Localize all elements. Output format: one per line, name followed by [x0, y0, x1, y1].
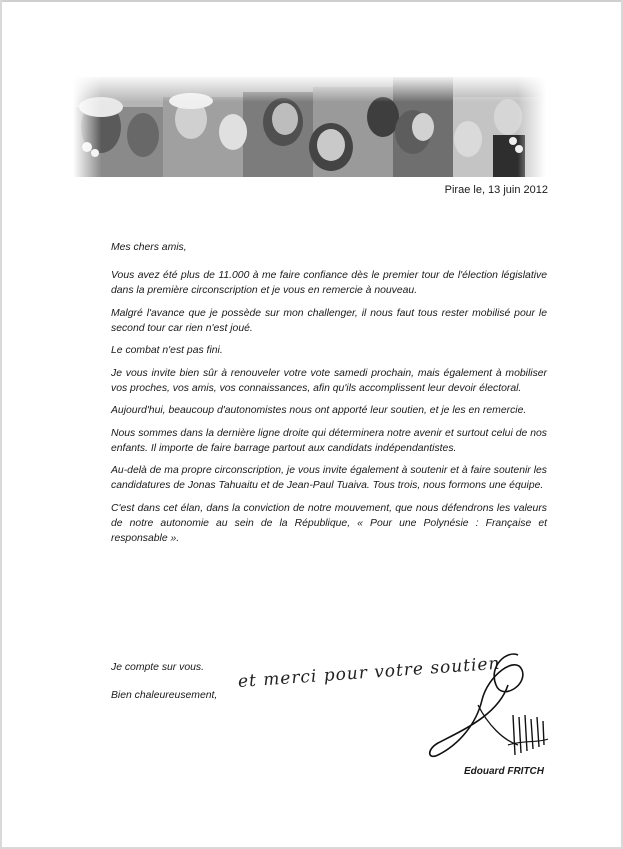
paragraph-4: Je vous invite bien sûr à renouveler votre vote samedi prochain, mais également à mobiliser vos proches, vos amis, vos connaissances, afin qu'ils accomplissent leur devoir électoral. [111, 367, 547, 394]
paragraph-8: C'est dans cet élan, dans la conviction de notre mouvement, que nous défendrons les valeurs de notre autonomie au sein de la République, « Pour une Polynésie : Française et responsable ». [111, 502, 547, 544]
paragraph-1: Vous avez été plus de 11.000 à me faire confiance dès le premier tour de l'élection législative dans la première circonscription et je vous en remercie à nouveau. [111, 270, 547, 296]
handwritten-note: et merci pour votre soutien [237, 653, 502, 692]
signature-scribble [418, 645, 558, 765]
letter-body [111, 240, 547, 553]
page-edge-left [0, 0, 2, 849]
signer-name: Edouard FRITCH [464, 766, 544, 777]
photo-banner [73, 77, 546, 177]
page-edge-top [0, 0, 623, 2]
paragraph-5: Aujourd'hui, beaucoup d'autonomistes nous ont apporté leur soutien, et je les en remercie. [111, 405, 527, 416]
paragraph-3: Le combat n'est pas fini. [111, 345, 223, 356]
paragraph-7: Au-delà de ma propre circonscription, je vous invite également à soutenir et à faire soutenir les candidatures de Jonas Tahuaitu et de Jean-Paul Tuaiva. Tous trois, nous formons une équipe. [111, 465, 547, 491]
closing-line-2: Bien chaleureusement, [111, 690, 218, 701]
closing-line-1: Je compte sur vous. [111, 662, 204, 673]
photo-collage [73, 77, 546, 177]
salutation: Mes chers amis, [111, 242, 187, 253]
paragraph-6: Nous sommes dans la dernière ligne droite qui déterminera notre avenir et surtout celui de nos enfants. Il importe de faire barrage partout aux candidats indépendantistes. [111, 427, 547, 454]
letter-date: Pirae le, 13 juin 2012 [444, 184, 548, 196]
paragraph-2: Malgré l'avance que je possède sur mon challenger, il nous faut tous rester mobilisé pour le second tour car rien n'est joué. [111, 307, 547, 334]
